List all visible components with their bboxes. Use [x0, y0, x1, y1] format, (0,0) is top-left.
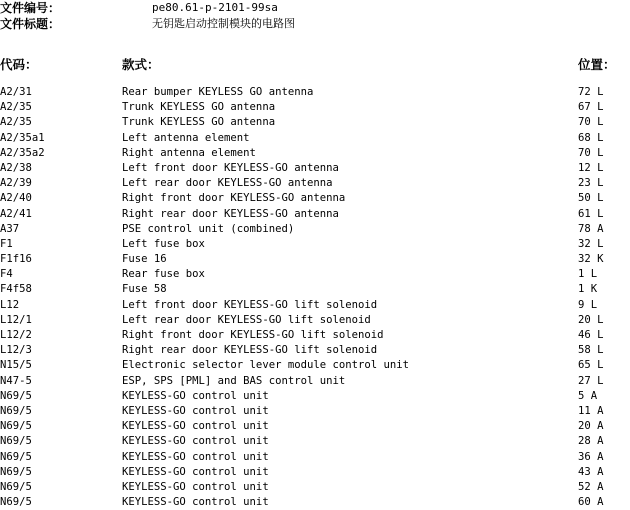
- row-code: N69/5: [0, 420, 32, 433]
- doc-title-value: 无钥匙启动控制模块的电路图: [152, 17, 295, 30]
- row-description: Right front door KEYLESS-GO lift solenoid: [122, 329, 384, 341]
- row-position: 78 A: [578, 222, 604, 235]
- row-code: A2/35: [0, 101, 32, 114]
- row-code: L12/1: [0, 313, 32, 326]
- row-description: Left rear door KEYLESS-GO antenna: [122, 177, 333, 190]
- row-code: N15/5: [0, 359, 32, 372]
- row-code: L12/3: [0, 344, 32, 357]
- row-description: KEYLESS-GO control unit: [122, 389, 269, 402]
- row-code: A2/39: [0, 177, 32, 190]
- row-position: 60 A: [578, 496, 604, 509]
- row-description: Left front door KEYLESS-GO lift solenoid: [122, 298, 378, 311]
- row-position: 43 A: [578, 465, 604, 478]
- row-code: N69/5: [0, 404, 32, 417]
- doc-number-value: pe80.61-p-2101-99sa: [152, 1, 278, 14]
- row-position: 11 A: [578, 404, 604, 417]
- table-row: [0, 404, 630, 419]
- doc-number-label: 文件编号：: [0, 1, 61, 15]
- row-position: 27 L: [578, 374, 604, 387]
- row-position: 20 L: [578, 313, 604, 326]
- row-description: Right front door KEYLESS-GO antenna: [122, 192, 346, 205]
- table-row: [0, 207, 630, 222]
- table-row: [0, 161, 630, 176]
- row-position: 67 L: [578, 101, 604, 114]
- table-row: [0, 328, 630, 343]
- row-code: L12: [0, 298, 20, 311]
- row-description: Trunk KEYLESS GO antenna: [122, 101, 276, 114]
- column-header-position: 位置：: [578, 57, 616, 72]
- row-description: Right antenna element: [122, 146, 256, 159]
- row-position: 65 L: [578, 359, 604, 372]
- row-position: 46 L: [578, 329, 604, 341]
- row-code: A2/41: [0, 207, 32, 220]
- row-description: Fuse 58: [122, 283, 167, 296]
- table-row: [0, 237, 630, 252]
- row-description: KEYLESS-GO control unit: [122, 435, 269, 448]
- row-description: Right rear door KEYLESS-GO antenna: [122, 207, 339, 220]
- row-description: ESP, SPS [PML] and BAS control unit: [122, 374, 346, 387]
- table-row: [0, 298, 630, 313]
- table-row: [0, 222, 630, 237]
- row-code: F1: [0, 237, 13, 250]
- row-code: A2/35: [0, 116, 32, 129]
- row-description: Rear bumper KEYLESS GO antenna: [122, 86, 314, 98]
- table-row: [0, 146, 630, 161]
- row-code: N69/5: [0, 465, 32, 478]
- table-row: [0, 495, 630, 510]
- row-description: KEYLESS-GO control unit: [122, 465, 269, 478]
- row-description: Left rear door KEYLESS-GO lift solenoid: [122, 313, 371, 326]
- row-code: A37: [0, 222, 20, 235]
- table-row: [0, 100, 630, 115]
- row-description: KEYLESS-GO control unit: [122, 496, 269, 509]
- row-description: Trunk KEYLESS GO antenna: [122, 116, 276, 129]
- column-header-description: 款式：: [122, 57, 160, 72]
- row-code: A2/35a2: [0, 146, 45, 159]
- row-code: F4: [0, 268, 13, 281]
- row-description: Left fuse box: [122, 237, 205, 250]
- row-position: 70 L: [578, 146, 604, 159]
- row-position: 9 L: [578, 298, 598, 311]
- row-position: 12 L: [578, 161, 604, 174]
- row-position: 36 A: [578, 450, 604, 463]
- row-position: 61 L: [578, 207, 604, 220]
- table-row: [0, 313, 630, 328]
- row-code: A2/40: [0, 192, 32, 205]
- table-row: [0, 480, 630, 495]
- row-code: N69/5: [0, 496, 32, 509]
- table-row: [0, 282, 630, 297]
- row-code: L12/2: [0, 329, 32, 341]
- row-position: 20 A: [578, 420, 604, 433]
- table-row: [0, 419, 630, 434]
- row-code: A2/31: [0, 86, 32, 98]
- table-row: [0, 450, 630, 465]
- table-row: [0, 358, 630, 373]
- row-code: F1f16: [0, 253, 32, 266]
- row-position: 5 A: [578, 389, 598, 402]
- table-row: [0, 343, 630, 358]
- row-description: Rear fuse box: [122, 268, 205, 281]
- table-row: [0, 389, 630, 404]
- row-code: A2/38: [0, 161, 32, 174]
- column-header-code: 代码：: [0, 57, 38, 72]
- row-description: Right rear door KEYLESS-GO lift solenoid: [122, 344, 378, 357]
- row-description: KEYLESS-GO control unit: [122, 450, 269, 463]
- row-position: 52 A: [578, 480, 604, 493]
- row-code: N69/5: [0, 389, 32, 402]
- row-code: N69/5: [0, 480, 32, 493]
- table-row: [0, 252, 630, 267]
- row-code: N47-5: [0, 374, 32, 387]
- row-description: KEYLESS-GO control unit: [122, 404, 269, 417]
- row-position: 72 L: [578, 86, 604, 98]
- row-description: Electronic selector lever module control unit: [122, 359, 410, 372]
- row-position: 1 L: [578, 268, 598, 281]
- table-row: [0, 115, 630, 130]
- row-description: Left front door KEYLESS-GO antenna: [122, 161, 339, 174]
- row-code: N69/5: [0, 450, 32, 463]
- row-position: 58 L: [578, 344, 604, 357]
- table-row: [0, 85, 630, 100]
- row-code: F4f58: [0, 283, 32, 296]
- row-position: 68 L: [578, 131, 604, 144]
- row-position: 1 K: [578, 283, 598, 296]
- table-row: [0, 374, 630, 389]
- table-row: [0, 176, 630, 191]
- table-row: [0, 434, 630, 449]
- table-row: [0, 267, 630, 282]
- doc-title-label: 文件标题：: [0, 17, 61, 31]
- row-description: KEYLESS-GO control unit: [122, 480, 269, 493]
- row-position: 50 L: [578, 192, 604, 205]
- row-description: KEYLESS-GO control unit: [122, 420, 269, 433]
- row-position: 28 A: [578, 435, 604, 448]
- row-position: 70 L: [578, 116, 604, 129]
- table-row: [0, 131, 630, 146]
- table-row: [0, 191, 630, 206]
- row-code: N69/5: [0, 435, 32, 448]
- row-position: 23 L: [578, 177, 604, 190]
- row-position: 32 K: [578, 253, 604, 266]
- row-description: PSE control unit (combined): [122, 222, 295, 235]
- row-position: 32 L: [578, 237, 604, 250]
- row-code: A2/35a1: [0, 131, 45, 144]
- row-description: Fuse 16: [122, 253, 167, 266]
- row-description: Left antenna element: [122, 131, 250, 144]
- component-table: [0, 85, 630, 510]
- table-row: [0, 465, 630, 480]
